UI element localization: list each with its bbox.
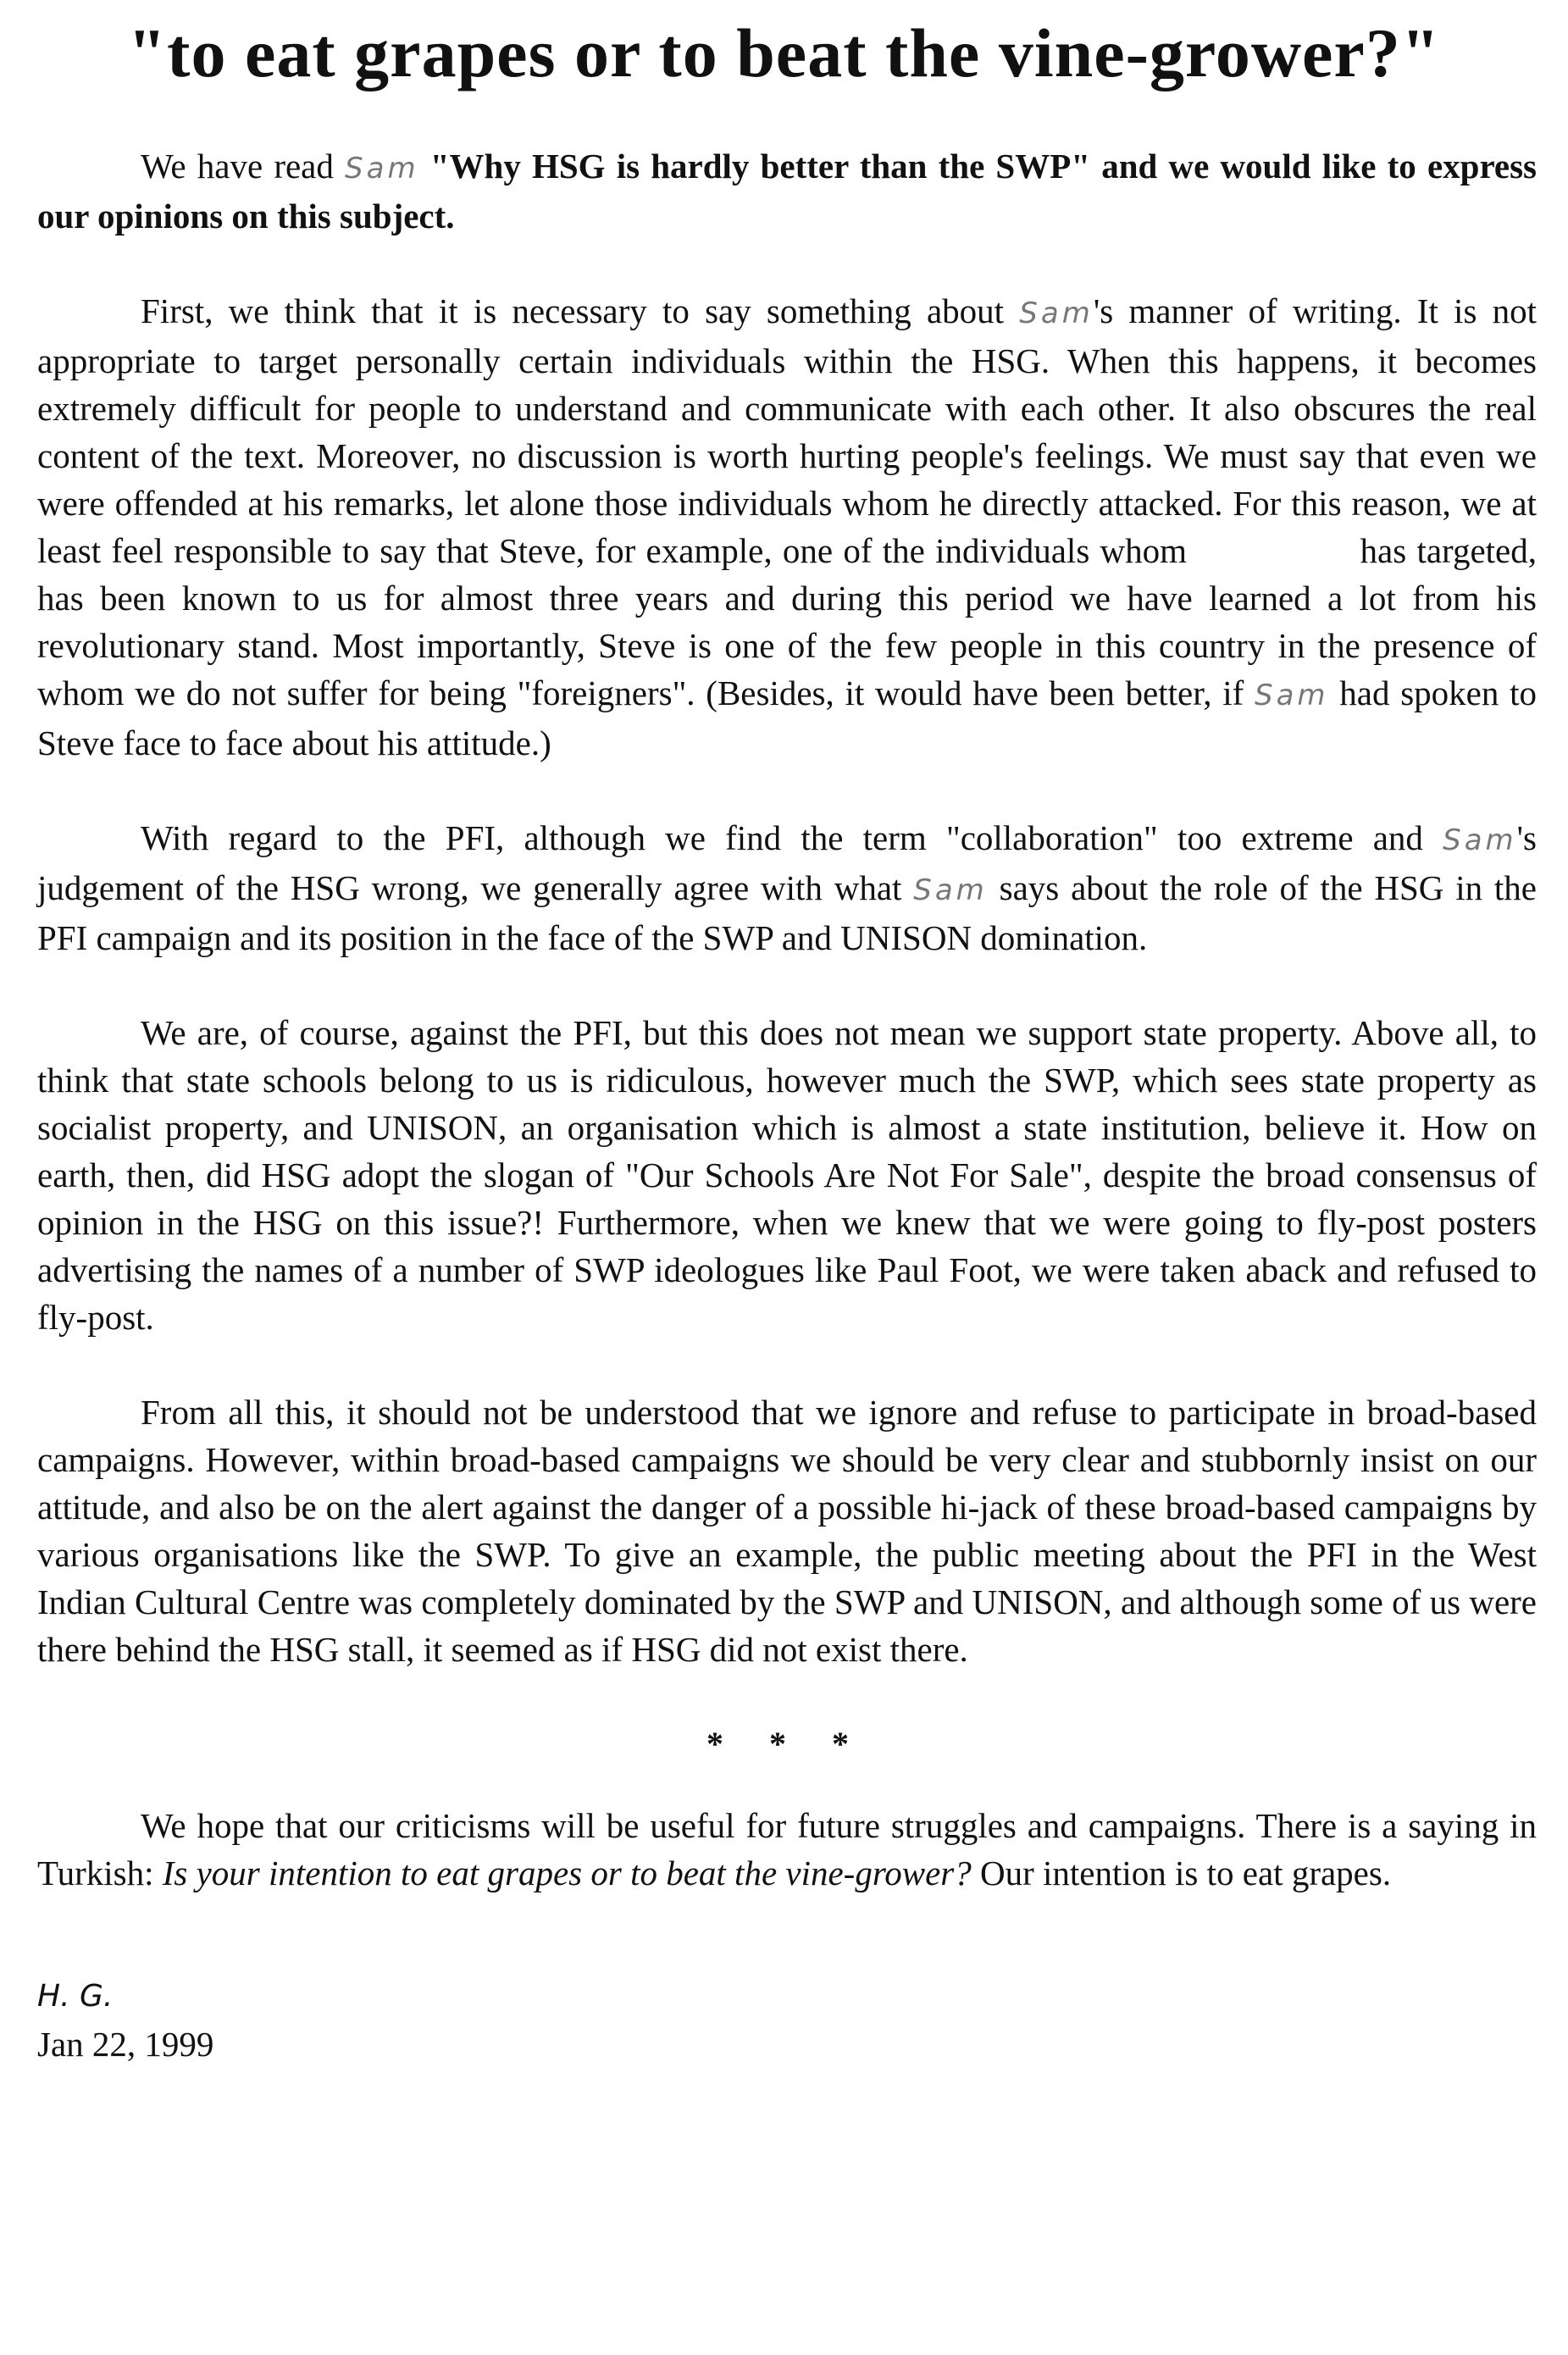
paragraph-6-text-c: Our intention is to eat grapes. bbox=[971, 1854, 1392, 1892]
signature-date: Jan 22, 1999 bbox=[37, 2025, 214, 2064]
paragraph-3-text-b: 's judgement of the HSG wrong, we generally agree with what bbox=[37, 818, 1537, 907]
handwritten-name: Sam bbox=[913, 873, 988, 907]
paragraph-2 bbox=[37, 287, 1537, 767]
section-separator: * * * bbox=[706, 1725, 867, 1763]
letter-body bbox=[37, 142, 1537, 2068]
paragraph-1-text-b: "Why HSG is hardly better than the SWP" and we would like to express our opinions on this subject. bbox=[37, 147, 1538, 236]
document-title: "to eat grapes or to beat the vine-grower?" bbox=[127, 14, 1441, 91]
paragraph-3-text-c: says about the role of the HSG in the PFI campaign and its position in the face of the SWP and UNISON domination. bbox=[37, 868, 1537, 957]
paragraph-1 bbox=[37, 142, 1537, 240]
handwritten-name: Sam bbox=[1019, 296, 1094, 330]
handwritten-name: Sam bbox=[1254, 679, 1329, 712]
paragraph-5: From all this, it should not be understood that we ignore and refuse to participate in broad-based campaigns. However, within broad-based campaigns we should be very clear and stubbornly insist on our attitude, and also be on the alert against the danger of a possible hi-jack of these broad-based campaigns by various organisations like the SWP. To give an example, the public meeting about the PFI in the West Indian Cultural Centre was completely dominated by the SWP and UNISON, and although some of us were there behind the HSG stall, it seemed as if HSG did not exist there. bbox=[37, 1393, 1537, 1669]
handwritten-name: Sam bbox=[1443, 823, 1517, 857]
signature-block bbox=[37, 1973, 1537, 2068]
paragraph-3-text-a: With regard to the PFI, although we find the term "collaboration" too extreme and bbox=[141, 818, 1443, 857]
paragraph-4: We are, of course, against the PFI, but this does not mean we support state property. Above all, to think that state schools belong to us is ridiculous, however much the SWP, which sees state property as socialist property, and UNISON, an organisation which is almost a state institution, believe it. How on earth, then, did HSG adopt the slogan of "Our Schools Are Not For Sale", despite the broad consensus of opinion in the HSG on this issue?! Furthermore, when we knew that we were going to fly-post posters advertising the names of a number of SWP ideologues like Paul Foot, we were taken aback and refused to fly-post. bbox=[37, 1013, 1537, 1337]
turkish-saying: Is your intention to eat grapes or to beat the vine-grower? bbox=[162, 1854, 972, 1892]
paragraph-2-text-a: First, we think that it is necessary to say something about bbox=[141, 291, 1020, 330]
signature-name: H. G. bbox=[37, 1979, 114, 2014]
handwritten-name: Sam bbox=[345, 152, 419, 186]
paragraph-6-text-a: We hope that our criticisms will be useful for future struggles and campaigns. There is a saying in Turkish: bbox=[37, 1806, 1537, 1892]
paragraph-6 bbox=[37, 1802, 1537, 1897]
paragraph-2-text-c: has targeted, has been known to us for almost three years and during this period we have learned a lot from his revolutionary stand. Most importantly, Steve is one of the few people in this country in the presence of whom we do not suffer for being "foreigners". (Besides, it would have been better, if bbox=[37, 531, 1537, 712]
paragraph-1-text-a: We have read bbox=[141, 147, 346, 186]
paragraph-2-text-d: had spoken to Steve face to face about his attitude.) bbox=[37, 673, 1537, 762]
paragraph-3 bbox=[37, 814, 1537, 961]
paragraph-2-text-b: 's manner of writing. It is not appropriate to target personally certain individuals within the HSG. When this happens, it becomes extremely difficult for people to understand and communicate with each other. It also obscures the real content of the text. Moreover, no discussion is worth hurting people's feelings. We must say that even we were offended at his remarks, let alone those individuals whom he directly attacked. For this reason, we at least feel responsible to say that Steve, for example, one of the individuals whom bbox=[37, 291, 1537, 570]
